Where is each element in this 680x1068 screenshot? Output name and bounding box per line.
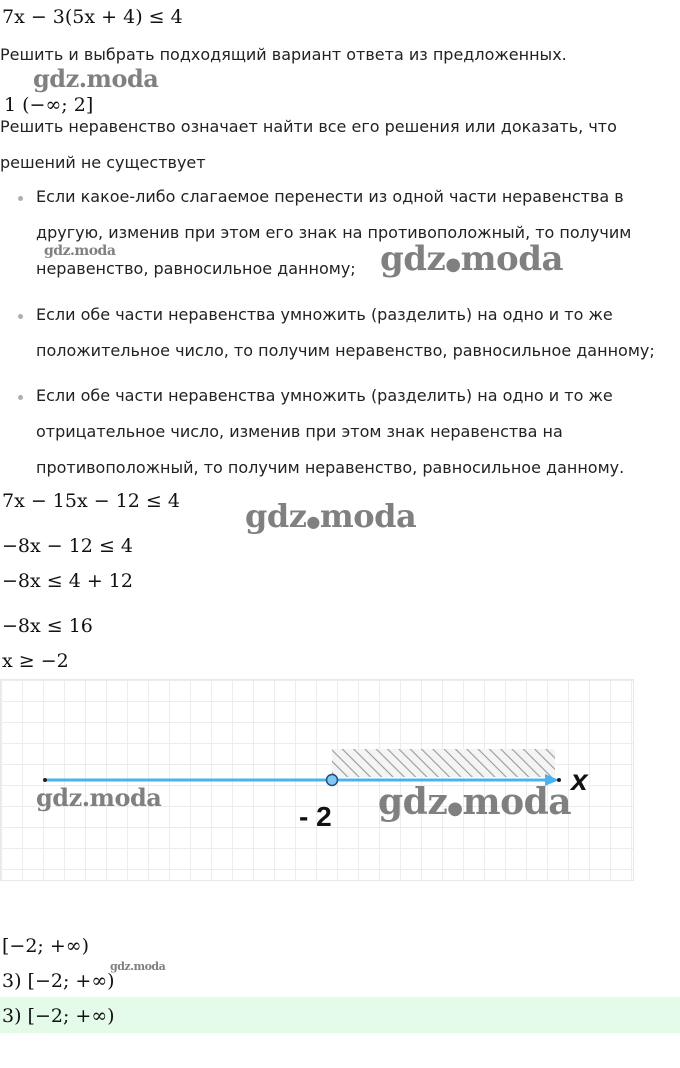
theory-intro-line2: решений не существует [0, 153, 206, 172]
axis-label: x [571, 764, 588, 797]
watermark-logo: gdz●moda [380, 239, 564, 279]
task-expression: 7x − 3(5x + 4) ≤ 4 [2, 6, 183, 28]
solution-step-5: x ≥ −2 [2, 650, 69, 672]
theory-intro-line1: Решить неравенство означает найти все его решения или доказать, что [0, 117, 617, 136]
number-line-graph [0, 679, 634, 881]
bullet-dot [18, 314, 23, 319]
watermark-logo: gdz●moda [378, 781, 572, 823]
rule-3-line3: противоположный, то получим неравенство, равносильное данному. [36, 458, 625, 477]
watermark-logo: gdz.moda [44, 243, 116, 259]
rule-1-line2: другую, изменив при этом его знак на противоположный, то получим [36, 223, 632, 242]
rule-2-line2: положительное число, то получим неравенство, равносильное данному; [36, 341, 655, 360]
rule-3-line2: отрицательное число, изменив при этом знак неравенства на [36, 422, 563, 441]
watermark-logo: gdz.moda [33, 64, 159, 93]
bullet-dot [18, 196, 23, 201]
result-option: 3) [−2; +∞) [2, 970, 115, 992]
point-label: - 2 [299, 801, 332, 832]
rule-1-line3: неравенство, равносильное данному; [36, 259, 356, 278]
solution-step-2: −8x − 12 ≤ 4 [2, 535, 133, 557]
solution-step-4: −8x ≤ 16 [2, 615, 93, 637]
watermark-logo: gdz●moda [245, 497, 417, 535]
axis-left-dot [43, 778, 47, 782]
rule-1-line1: Если какое-либо слагаемое перенести из одной части неравенства в [36, 187, 624, 206]
partial-option-1: 1 (−∞; 2] [4, 94, 94, 116]
point-minus-2 [327, 775, 338, 786]
bullet-dot [18, 395, 23, 400]
rule-2-line1: Если обе части неравенства умножить (разделить) на одно и то же [36, 305, 613, 324]
watermark-logo: gdz.moda [110, 960, 166, 973]
result-interval: [−2; +∞) [2, 935, 90, 957]
answer-text: 3) [−2; +∞) [2, 1005, 115, 1027]
rule-3-line1: Если обе части неравенства умножить (разделить) на одно и то же [36, 386, 613, 405]
watermark-logo: gdz.moda [36, 783, 162, 812]
task-instruction: Решить и выбрать подходящий вариант ответа из предложенных. [0, 45, 567, 64]
solution-hatch-region [332, 749, 555, 777]
solution-step-3: −8x ≤ 4 + 12 [2, 570, 133, 592]
solution-step-1: 7x − 15x − 12 ≤ 4 [2, 490, 180, 512]
